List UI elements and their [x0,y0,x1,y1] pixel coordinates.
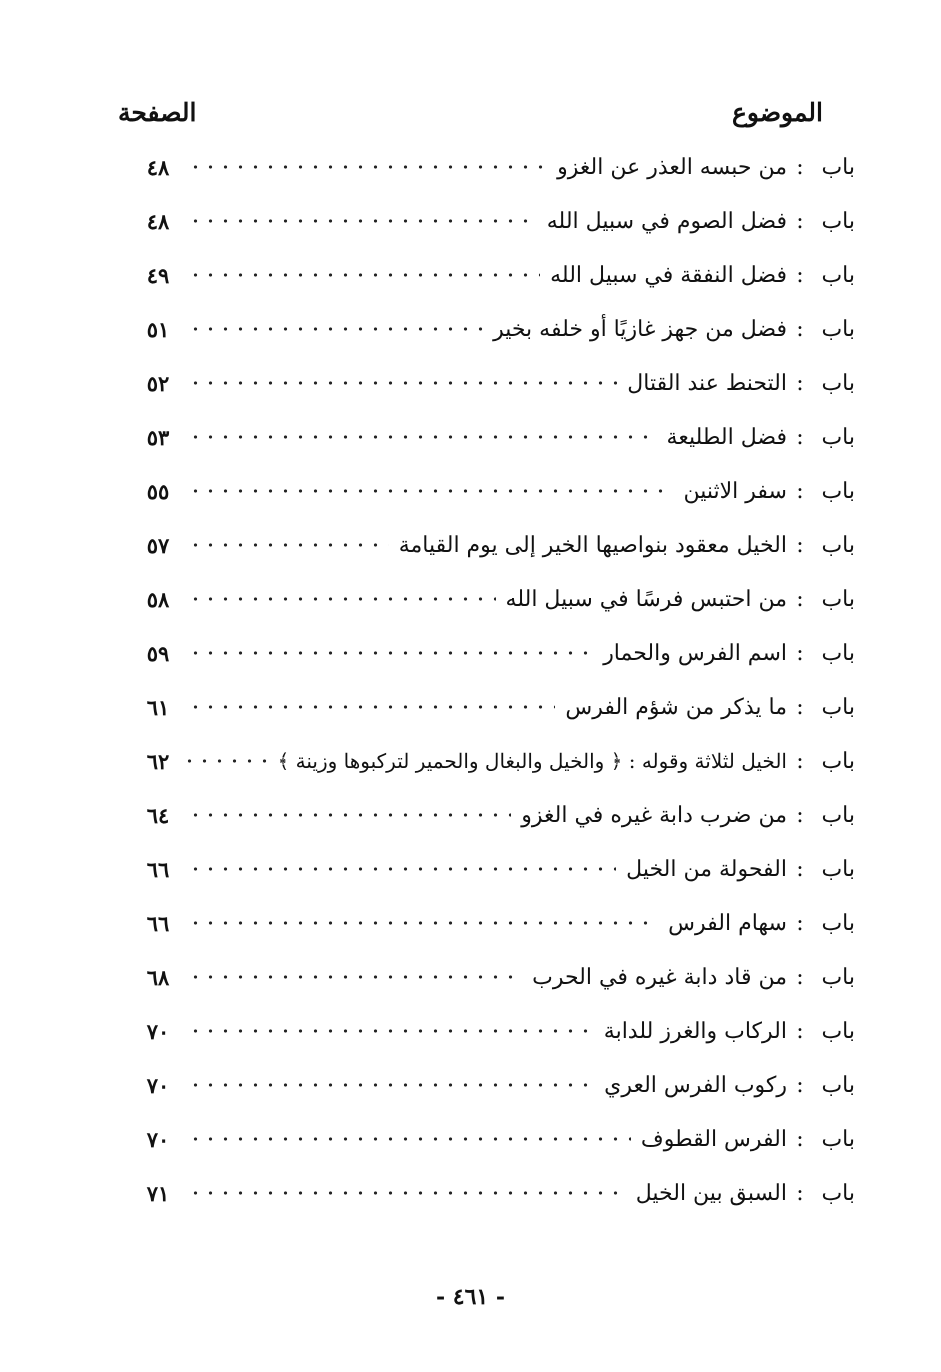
toc-row-title: التحنط عند القتال [627,370,787,396]
toc-row-page-number: ٥١ [146,316,170,342]
toc-row-title: من ضرب دابة غيره في الغزو [521,802,787,828]
toc-row-title: ما يذكر من شؤم الفرس [565,694,787,720]
dot-leader [188,534,389,556]
toc-row-prefix: باب [821,802,855,828]
toc-row-prefix: باب [821,586,855,612]
dot-leader [188,1020,594,1042]
toc-row-title: الركاب والغرز للدابة [603,1018,787,1044]
toc-row-colon: : [796,856,804,882]
toc-row-page-number: ٦١ [146,694,170,720]
dot-leader [188,804,511,826]
toc-row-page-number: ٧٠ [146,1018,170,1044]
toc-row-prefix: باب [821,1126,855,1152]
toc-row-page-number: ٥٢ [146,370,170,396]
toc-row-page-number: ٥٥ [146,478,170,504]
toc-row-colon: : [796,586,804,612]
toc-row-colon: : [796,694,804,720]
dot-leader [188,912,658,934]
toc-row-prefix: باب [821,748,855,774]
toc-row-colon: : [796,748,804,774]
dot-leader [188,156,547,178]
toc-row-colon: : [796,208,804,234]
dot-leader [182,750,274,772]
toc-row [138,626,855,680]
toc-row [138,950,855,1004]
toc-row-title: من حبسه العذر عن الغزو [557,154,787,180]
toc-row-colon: : [796,1072,804,1098]
toc-row-page-number: ٦٤ [146,802,170,828]
toc-row [138,140,855,194]
toc-row-colon: : [796,262,804,288]
page-number-footer: - ٤٦١ - [435,1284,506,1310]
dot-leader [188,696,555,718]
toc-row-colon: : [796,640,804,666]
toc-row [138,1112,855,1166]
toc-row-page-number: ٦٦ [146,856,170,882]
dot-leader [188,480,673,502]
toc-row [138,302,855,356]
toc-row-colon: : [796,1126,804,1152]
toc-row-page-number: ٥٨ [146,586,170,612]
toc-row-colon: : [796,478,804,504]
toc-row-title: فضل الطليعة [666,424,787,450]
toc-row [138,1166,855,1220]
topic-column-heading: الموضوع [732,97,823,127]
toc-row [138,356,855,410]
toc-list [138,140,855,1220]
toc-row-colon: : [796,424,804,450]
dot-leader [188,210,537,232]
toc-row-page-number: ٦٦ [146,910,170,936]
toc-row-title: الفرس القطوف [640,1126,787,1152]
dot-leader [188,318,483,340]
dot-leader [188,1128,631,1150]
toc-row-prefix: باب [821,316,855,342]
toc-row [138,680,855,734]
toc-row-title: فضل من جهز غازيًا أو خلفه بخير [493,316,787,342]
dot-leader [188,1182,626,1204]
toc-row-prefix: باب [821,262,855,288]
toc-row-prefix: باب [821,694,855,720]
dot-leader [188,426,657,448]
toc-row-page-number: ٤٨ [146,208,170,234]
dot-leader [188,858,616,880]
toc-row-title: سهام الفرس [668,910,787,936]
toc-row [138,842,855,896]
toc-row-prefix: باب [821,154,855,180]
toc-row-prefix: باب [821,1072,855,1098]
dot-leader [188,372,617,394]
toc-row-title: السبق بين الخيل [635,1180,787,1206]
toc-row-prefix: باب [821,856,855,882]
toc-row-title: سفر الاثنين [683,478,787,504]
toc-row-page-number: ٧٠ [146,1072,170,1098]
toc-row-page-number: ٥٣ [146,424,170,450]
toc-row-colon: : [796,1180,804,1206]
toc-row-page-number: ٦٢ [146,748,170,774]
toc-row [138,464,855,518]
toc-row-prefix: باب [821,1180,855,1206]
dot-leader [188,966,522,988]
toc-row-prefix: باب [821,964,855,990]
toc-row-prefix: باب [821,424,855,450]
toc-row-page-number: ٧١ [146,1180,170,1206]
toc-row-title: ركوب الفرس العري [604,1072,787,1098]
toc-row [138,248,855,302]
toc-row [138,410,855,464]
toc-row-colon: : [796,910,804,936]
dot-leader [188,264,540,286]
toc-row-prefix: باب [821,370,855,396]
toc-row-colon: : [796,964,804,990]
toc-row-title: الخيل لثلاثة وقوله : ﴿ والخيل والبغال والحمير لتركبوها وزينة ﴾ [277,749,787,773]
toc-row-colon: : [796,1018,804,1044]
toc-row-page-number: ٦٨ [146,964,170,990]
toc-row-title: الفحولة من الخيل [626,856,787,882]
toc-row-prefix: باب [821,1018,855,1044]
toc-row-title: من احتبس فرسًا في سبيل الله [505,586,787,612]
toc-row-title: اسم الفرس والحمار [603,640,787,666]
page-column-heading: الصفحة [118,97,197,127]
toc-row-page-number: ٥٩ [146,640,170,666]
toc-row-page-number: ٥٧ [146,532,170,558]
toc-row-colon: : [796,370,804,396]
toc-row-colon: : [796,154,804,180]
toc-row-page-number: ٧٠ [146,1126,170,1152]
dot-leader [188,588,496,610]
toc-row-title: فضل الصوم في سبيل الله [546,208,787,234]
toc-row [138,734,855,788]
toc-row-colon: : [796,316,804,342]
toc-row [138,572,855,626]
toc-row-prefix: باب [821,910,855,936]
toc-row-prefix: باب [821,640,855,666]
toc-row [138,194,855,248]
toc-row-page-number: ٤٨ [146,154,170,180]
toc-row [138,518,855,572]
toc-row-prefix: باب [821,532,855,558]
toc-row-title: فضل النفقة في سبيل الله [550,262,787,288]
dot-leader [188,1074,594,1096]
toc-row-page-number: ٤٩ [146,262,170,288]
toc-header [118,92,823,132]
toc-row [138,788,855,842]
toc-row-colon: : [796,532,804,558]
toc-row-title: الخيل معقود بنواصيها الخير إلى يوم القيامة [398,532,787,558]
dot-leader [188,642,593,664]
toc-row-colon: : [796,802,804,828]
toc-row [138,1058,855,1112]
toc-row [138,896,855,950]
toc-row-prefix: باب [821,478,855,504]
toc-row-prefix: باب [821,208,855,234]
toc-row-title: من قاد دابة غيره في الحرب [532,964,787,990]
toc-row [138,1004,855,1058]
